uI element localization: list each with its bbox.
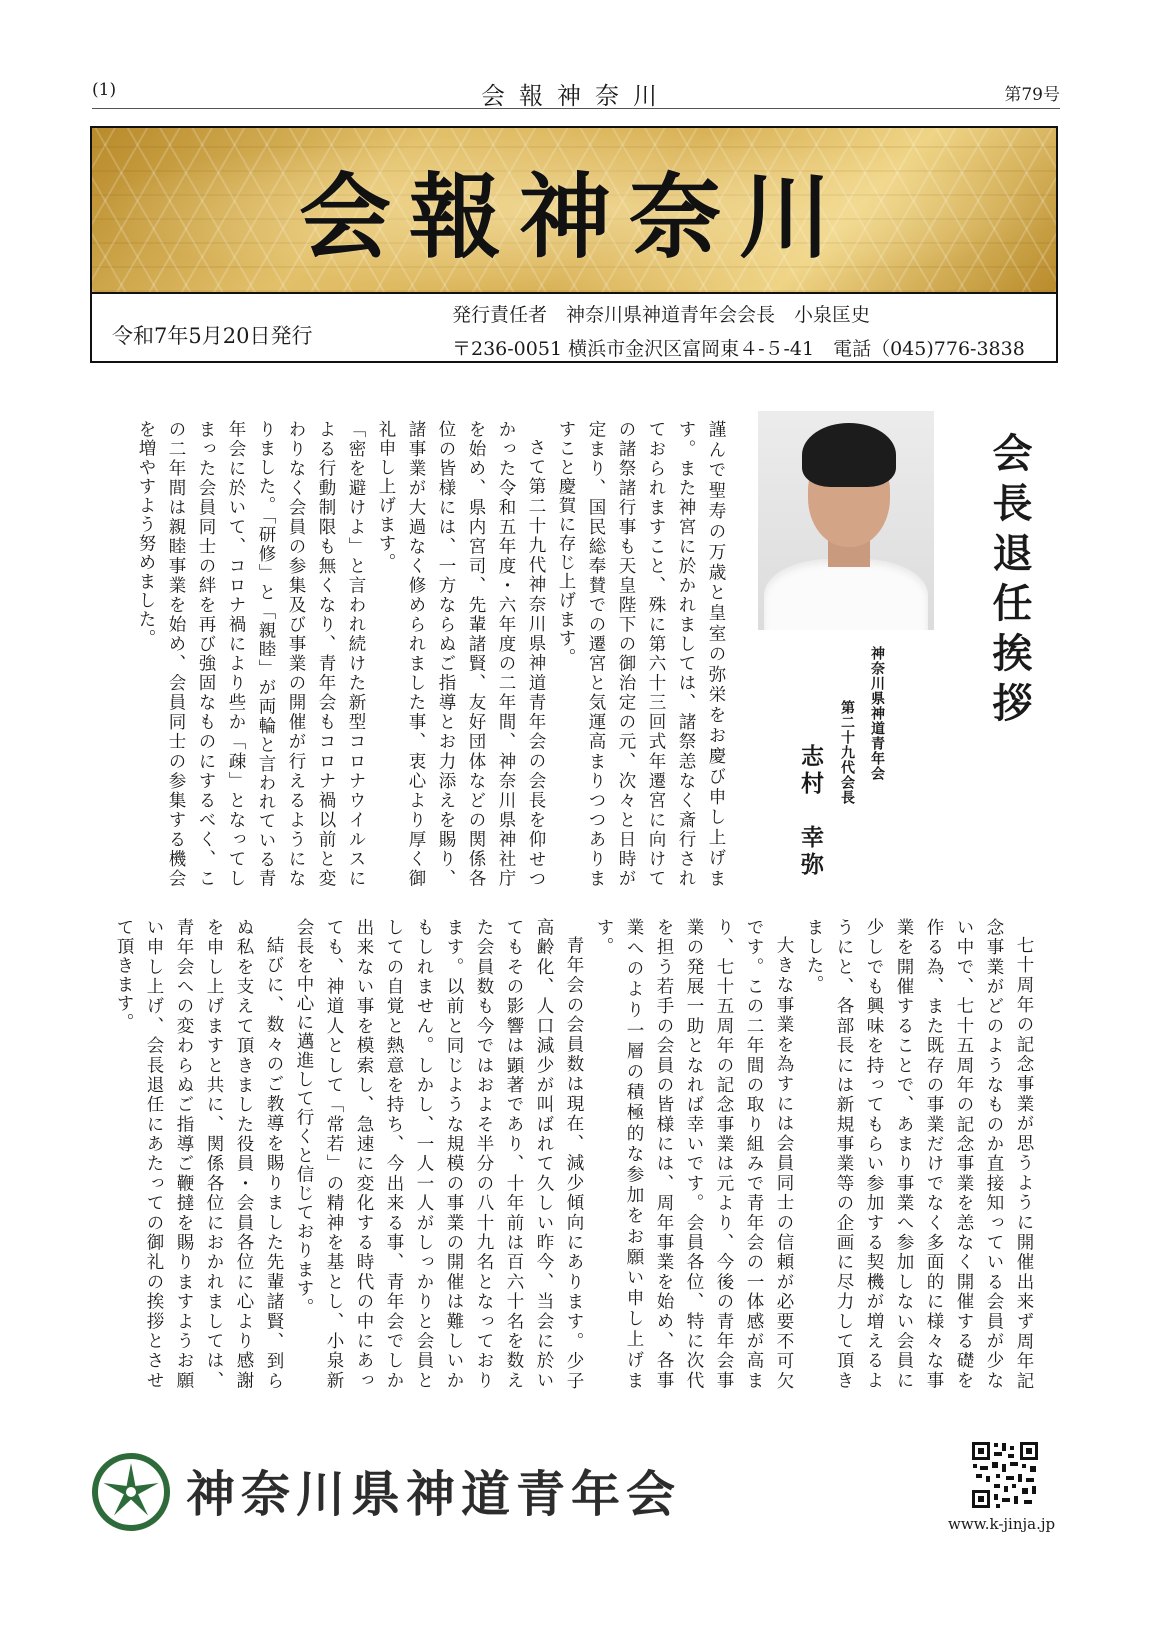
article-body-top [111,420,731,888]
author-photo [758,411,934,630]
issue-number: 第79号 [1004,85,1060,105]
article-heading: 会長退任挨拶 [986,432,1033,732]
body-paragraph: 謹んで聖寿の万歳と皇室の弥栄をお慶び申し上げます。また神宮に於かれましては、諸祭恙なく斎行されておられますこと、殊に第六十三回式年遷宮に向けての諸祭諸行事も天皇陛下の御治定の元、次々と日時が定まり、国民総奉賛での遷宮と気運高まりつつありますこと慶賀に存じ上げます。 [556,420,726,888]
body-paragraph: さて第二十九代神奈川県神道青年会の会長を仰せつかった令和五年度・六年度の二年間、神奈川県神社庁を始め、県内宮司、先輩諸賢、友好団体などの関係各位の皆様には、一方ならぬご指導とお力添えを賜り、諸事業が大過なく修められました事、衷心より厚く御礼申し上げます。 [376,420,546,888]
title-banner [92,128,1056,294]
body-paragraph: 七十周年の記念事業が思うように開催出来ず周年記念事業がどのようなものか直接知っている会員が少ない中で、七十五周年の記念事業を恙なく開催する礎を作る為、また既存の事業だけでなく多面的に様々な事業を開催することで、あまり事業へ参加しない会員に少しでも興味を持ってもらい参加する契機が増えるようにと、各部長には新規事業等の企画に尽力して頂きました。 [804,918,1034,1390]
body-paragraph: 青年会の会員数は現在、減少傾向にあります。少子高齢化、人口減少が叫ばれて久しい昨今、当会に於いてもその影響は顕著であり、十年前は百六十名を数えた会員数も今ではおよそ半分の八十九名となっております。以前と同じような規模の事業の開催は難しいかもしれません。しかし、一人一人がしっかりと会員としての自覚と熱意を持ち、今出来る事、青年会でしか出来ない事を模索し、急速に変化する時代の中にあっても、神道人として「常若」の精神を基とし、小泉新会長を中心に邁進して行くと信じております。 [294,918,584,1390]
author-name: 志村 幸弥 [797,744,824,879]
body-paragraph: 大きな事業を為すには会員同士の信頼が必要不可欠です。この二年間の取り組みで青年会の一体感が高まり、七十五周年の記念事業は元より、今後の青年会事業の発展一助となれば幸いです。会員各位、特に次代を担う若手の会員の皆様には、周年事業を始め、各事業へのより一層の積極的な参加をお願い申し上げます。 [594,918,794,1390]
running-head [92,78,1060,109]
author-rank: 第二十九代会長 [839,700,855,805]
website-url[interactable]: www.k-jinja.jp [948,1515,1056,1533]
body-paragraph: 「密を避けよ」と言われ続けた新型コロナウイルスによる行動制限も無くなり、青年会もコロナ禍以前と変わりなく会員の参集及び事業の開催が行えるようになりました。「研修」と「親睦」が両輪と言われている青年会に於いて、コロナ禍により些か「疎」となってしまった会員同士の絆を再び強固なものにするべく、この二年間は親睦事業を始め、会員同士の参集する機会を増やすよう努めました。 [136,420,366,888]
article-body-bottom [99,918,1039,1390]
page-number: (1) [92,80,117,100]
publisher-responsible: 発行責任者 神奈川県神道青年会会長 小泉匡史 [452,304,871,326]
qr-code-icon[interactable] [970,1440,1040,1510]
publication-date: 令和7年5月20日発行 [112,324,313,348]
running-title: 会報神奈川 [481,82,671,110]
body-paragraph: 結びに、数々のご教導を賜りました先輩諸賢、到らぬ私を支えて頂きました役員・会員各位に心より感謝を申し上げますと共に、関係各位におかれましては、青年会への変わらぬご指導ご鞭撻を賜りますようお願い申し上げ、会長退任にあたっての御礼の挨拶とさせて頂きます。 [114,918,284,1390]
newsletter-title: 会報神奈川 [298,163,849,271]
masthead [90,126,1058,363]
publisher-address: 〒236-0051 横浜市金沢区富岡東４-５-41 電話（045)776-3838 [452,338,1025,360]
organization-name: 神奈川県神道青年会 [186,1465,682,1523]
author-organization: 神奈川県神道青年会 [869,646,885,781]
publisher-info [452,298,1025,366]
organization-emblem-icon [92,1453,170,1531]
